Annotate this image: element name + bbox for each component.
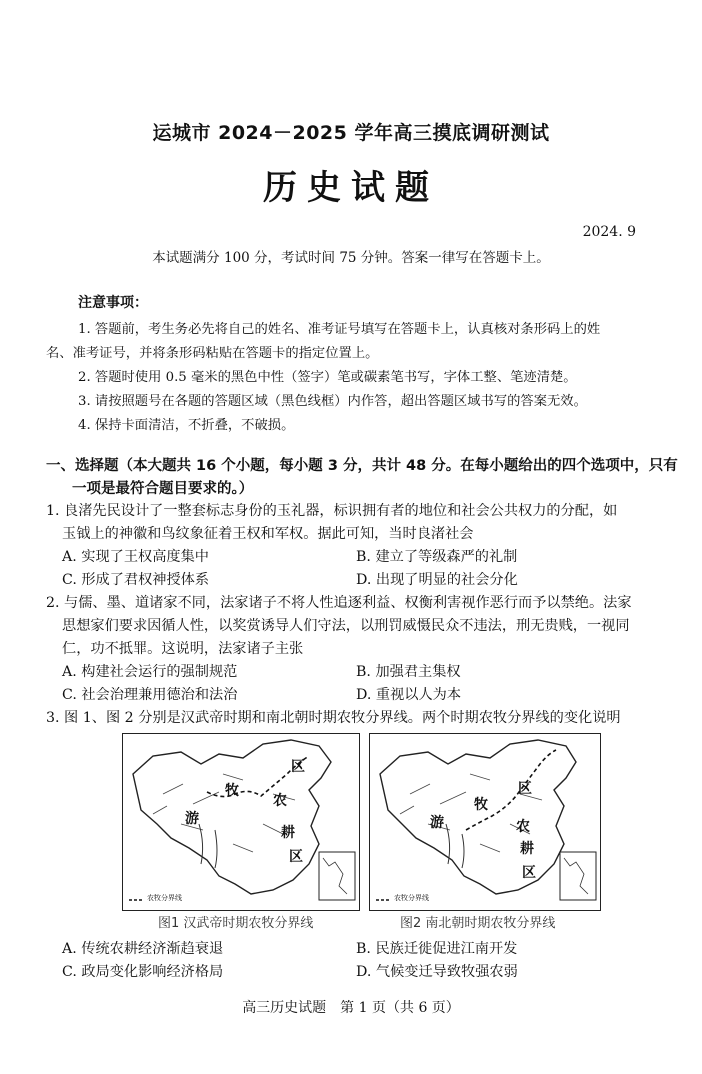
question-1-stem: 玉钺上的神徽和鸟纹象征着王权和军权。据此可知，当时良渚社会 bbox=[62, 526, 474, 542]
map-label: 耕 bbox=[281, 825, 295, 841]
question-2-option-b[interactable]: B. 加强君主集权 bbox=[356, 664, 461, 680]
question-2-stem: 2. 与儒、墨、道诸家不同，法家诸子不将人性追逐利益、权衡利害视作恶行而予以禁绝。法家 bbox=[46, 595, 632, 611]
map-figure-2 bbox=[369, 733, 601, 911]
map-label: 区 bbox=[518, 781, 532, 797]
notice-title: 注意事项： bbox=[78, 295, 148, 311]
map-label: 区 bbox=[522, 865, 536, 881]
question-3-option-c[interactable]: C. 政局变化影响经济格局 bbox=[62, 964, 224, 980]
map-label: 区 bbox=[291, 759, 305, 775]
subject-title: 历史试题 bbox=[263, 168, 439, 208]
question-1-option-d[interactable]: D. 出现了明显的社会分化 bbox=[356, 572, 518, 588]
map-label: 牧 bbox=[474, 797, 488, 813]
question-3-option-a[interactable]: A. 传统农耕经济渐趋衰退 bbox=[62, 941, 224, 957]
notice-item: 4. 保持卡面清洁，不折叠，不破损。 bbox=[78, 418, 295, 433]
map-label: 区 bbox=[289, 849, 303, 865]
map-label: 农 bbox=[516, 819, 530, 835]
question-2-option-c[interactable]: C. 社会治理兼用德治和法治 bbox=[62, 687, 238, 703]
map-label: 耕 bbox=[520, 841, 534, 857]
question-2-stem: 思想家们要求因循人性，以奖赏诱导人们守法，以刑罚威慑民众不违法，刑无贵贱，一视同 bbox=[62, 618, 630, 634]
china-map-1 bbox=[123, 734, 359, 910]
notice-item: 1. 答题前，考生务必先将自己的姓名、准考证号填写在答题卡上，认真核对条形码上的姓 bbox=[78, 322, 601, 337]
question-3-option-b[interactable]: B. 民族迁徙促进江南开发 bbox=[356, 941, 518, 957]
map-figure-1 bbox=[122, 733, 360, 911]
exam-date: 2024. 9 bbox=[582, 224, 636, 240]
map-caption-1: 图1 汉武帝时期农牧分界线 bbox=[158, 916, 314, 931]
exam-title: 运城市 2024－2025 学年高三摸底调研测试 bbox=[152, 122, 550, 144]
question-2-option-a[interactable]: A. 构建社会运行的强制规范 bbox=[62, 664, 238, 680]
map-caption-2: 图2 南北朝时期农牧分界线 bbox=[400, 916, 556, 931]
question-2-stem: 仁，功不抵罪。这说明，法家诸子主张 bbox=[62, 641, 304, 657]
page-footer: 高三历史试题 第 1 页（共 6 页） bbox=[242, 1000, 460, 1016]
section-heading-cont: 一项是最符合题目要求的。） bbox=[72, 481, 254, 497]
notice-item: 2. 答题时使用 0.5 毫米的黑色中性（签字）笔或碳素笔书写，字体工整、笔迹清楚。 bbox=[78, 370, 577, 385]
section-heading: 一、选择题（本大题共 16 个小题，每小题 3 分，共计 48 分。在每小题给出的四个选项中，只有 bbox=[46, 458, 678, 474]
notice-item: 3. 请按照题号在各题的答题区域（黑色线框）内作答，超出答题区域书写的答案无效。 bbox=[78, 394, 587, 409]
map-legend: 农牧分界线 bbox=[394, 894, 429, 902]
question-3-stem: 3. 图 1、图 2 分别是汉武帝时期和南北朝时期农牧分界线。两个时期农牧分界线的变化说明 bbox=[46, 710, 621, 726]
question-3-option-d[interactable]: D. 气候变迁导致牧强农弱 bbox=[356, 964, 518, 980]
exam-intro: 本试题满分 100 分，考试时间 75 分钟。答案一律写在答题卡上。 bbox=[152, 250, 550, 266]
question-1-option-c[interactable]: C. 形成了君权神授体系 bbox=[62, 572, 210, 588]
question-1-option-b[interactable]: B. 建立了等级森严的礼制 bbox=[356, 549, 518, 565]
question-1-option-a[interactable]: A. 实现了王权高度集中 bbox=[62, 549, 209, 565]
notice-item: 名、准考证号，并将条形码粘贴在答题卡的指定位置上。 bbox=[46, 346, 379, 361]
map-label: 游 bbox=[430, 815, 444, 831]
map-legend: 农牧分界线 bbox=[147, 894, 182, 902]
map-label: 牧 bbox=[225, 783, 239, 799]
map-label: 农 bbox=[273, 793, 287, 809]
question-1-stem: 1. 良渚先民设计了一整套标志身份的玉礼器，标识拥有者的地位和社会公共权力的分配，如 bbox=[46, 503, 618, 519]
question-2-option-d[interactable]: D. 重视以人为本 bbox=[356, 687, 462, 703]
china-map-2 bbox=[370, 734, 600, 910]
map-label: 游 bbox=[185, 811, 199, 827]
